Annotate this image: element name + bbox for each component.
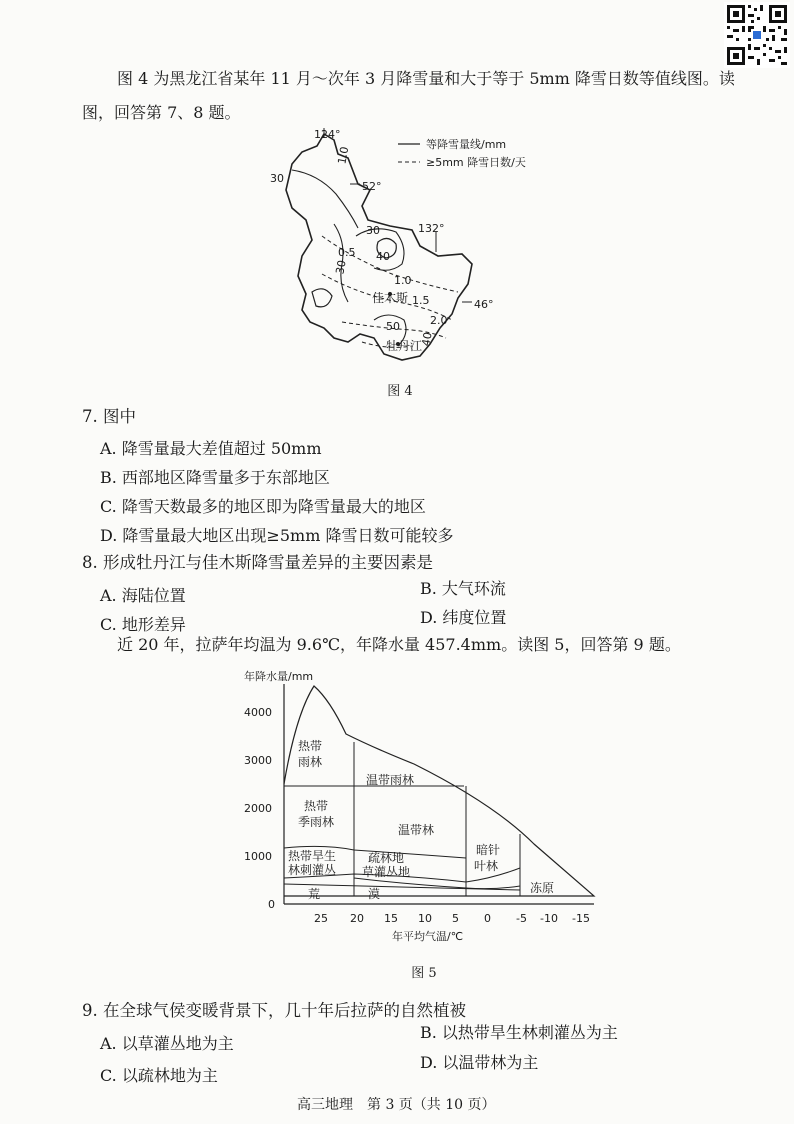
ytick-0: 0 <box>268 898 275 911</box>
ytick-2000: 2000 <box>244 802 272 815</box>
region-tropical-shrub-1: 热带旱生 <box>288 849 337 863</box>
chart-xlabel: 年平均气温/℃ <box>392 930 464 943</box>
region-tropical-monsoon-1: 热带 <box>304 799 329 813</box>
iso-05: 0.5 <box>338 246 356 259</box>
lat-46: 46° <box>474 298 494 311</box>
iso-30-center: 30 <box>366 224 380 237</box>
q9-option-a[interactable]: A. 以草灌丛地为主 <box>100 1034 234 1053</box>
q8-option-a[interactable]: A. 海陆位置 <box>100 586 186 605</box>
xtick-0: 0 <box>484 912 491 925</box>
figure-4-caption: 图 4 <box>387 384 413 399</box>
qr-code-icon <box>724 2 790 68</box>
region-tropical-rainforest-2: 雨林 <box>298 755 323 769</box>
xtick-15: 15 <box>384 912 398 925</box>
lon-124: 124° <box>314 128 341 141</box>
iso-30-west: 30 <box>270 172 284 185</box>
region-tropical-shrub-2: 林刺灌丛 <box>288 863 337 877</box>
region-desert-2: 漠 <box>368 887 381 901</box>
xtick-m10: -10 <box>540 912 558 925</box>
q9-option-d[interactable]: D. 以温带林为主 <box>420 1053 539 1072</box>
xtick-10: 10 <box>418 912 432 925</box>
iso-40: 40 <box>376 250 390 263</box>
xtick-m5: -5 <box>516 912 527 925</box>
lat-52: 52° <box>362 180 382 193</box>
q7-option-d[interactable]: D. 降雪量最大地区出现≥5mm 降雪日数可能较多 <box>100 526 454 545</box>
ytick-1000: 1000 <box>244 850 272 863</box>
region-sparse-2: 草灌丛地 <box>362 865 411 879</box>
chart-ylabel: 年降水量/mm <box>244 670 314 683</box>
region-tundra: 冻原 <box>530 881 555 895</box>
page-footer: 高三地理 第 3 页（共 10 页） <box>297 1097 496 1113</box>
region-temperate-forest: 温带林 <box>398 823 435 837</box>
q9-stem: 9. 在全球气侯变暖背景下，几十年后拉萨的自然植被 <box>82 1001 466 1020</box>
iso-15: 1.5 <box>412 294 430 307</box>
region-conifer-1: 暗针 <box>476 843 501 857</box>
q9-option-b[interactable]: B. 以热带旱生林刺灌丛为主 <box>420 1023 618 1042</box>
intro-line-1: 图 4 为黑龙江省某年 11 月～次年 3 月降雪量和大于等于 5mm 降雪日数等值线图。读 <box>117 69 735 88</box>
region-tropical-monsoon-2: 季雨林 <box>298 815 335 829</box>
iso-10-north: 1.0 <box>335 145 352 166</box>
region-temperate-rainforest: 温带雨林 <box>366 773 415 787</box>
ytick-3000: 3000 <box>244 754 272 767</box>
q8-stem: 8. 形成牡丹江与佳木斯降雪量差异的主要因素是 <box>82 553 433 572</box>
intro-line-2: 图，回答第 7、8 题。 <box>82 103 241 122</box>
xtick-25: 25 <box>314 912 328 925</box>
iso-30-left: 30 <box>333 259 349 276</box>
region-conifer-2: 叶林 <box>474 859 499 873</box>
heilongjiang-snowfall-map <box>262 124 552 376</box>
region-tropical-rainforest-1: 热带 <box>298 739 323 753</box>
q7-option-a[interactable]: A. 降雪量最大差值超过 50mm <box>100 439 322 458</box>
city-jiamusi: 佳木斯 <box>372 291 409 305</box>
q8-option-c[interactable]: C. 地形差异 <box>100 615 186 634</box>
xtick-5: 5 <box>452 912 459 925</box>
figure-5-caption: 图 5 <box>411 966 437 981</box>
vegetation-climate-chart <box>234 664 614 954</box>
lon-132: 132° <box>418 222 445 235</box>
iso-10-east: 1.0 <box>394 274 412 287</box>
legend-solid: 等降雪量线/mm <box>426 138 507 151</box>
intro-2: 近 20 年，拉萨年均温为 9.6℃，年降水量 457.4mm。读图 5，回答第 9 题。 <box>117 635 681 654</box>
region-desert-1: 荒 <box>308 887 321 901</box>
iso-20: 2.0 <box>430 314 448 327</box>
q7-option-b[interactable]: B. 西部地区降雪量多于东部地区 <box>100 468 330 487</box>
q9-option-c[interactable]: C. 以疏林地为主 <box>100 1066 218 1085</box>
q8-option-d[interactable]: D. 纬度位置 <box>420 608 507 627</box>
ytick-4000: 4000 <box>244 706 272 719</box>
iso-40-east: 40 <box>419 331 435 348</box>
iso-50: 50 <box>386 320 400 333</box>
q7-stem: 7. 图中 <box>82 407 136 426</box>
xtick-m15: -15 <box>572 912 590 925</box>
city-mudanjiang: 牡丹江 <box>386 339 423 353</box>
q7-option-c[interactable]: C. 降雪天数最多的地区即为降雪量最大的地区 <box>100 497 426 516</box>
xtick-20: 20 <box>350 912 364 925</box>
q8-option-b[interactable]: B. 大气环流 <box>420 579 506 598</box>
region-sparse-1: 疏林地 <box>368 851 405 865</box>
legend-dashed: ≥5mm 降雪日数/天 <box>426 156 526 169</box>
